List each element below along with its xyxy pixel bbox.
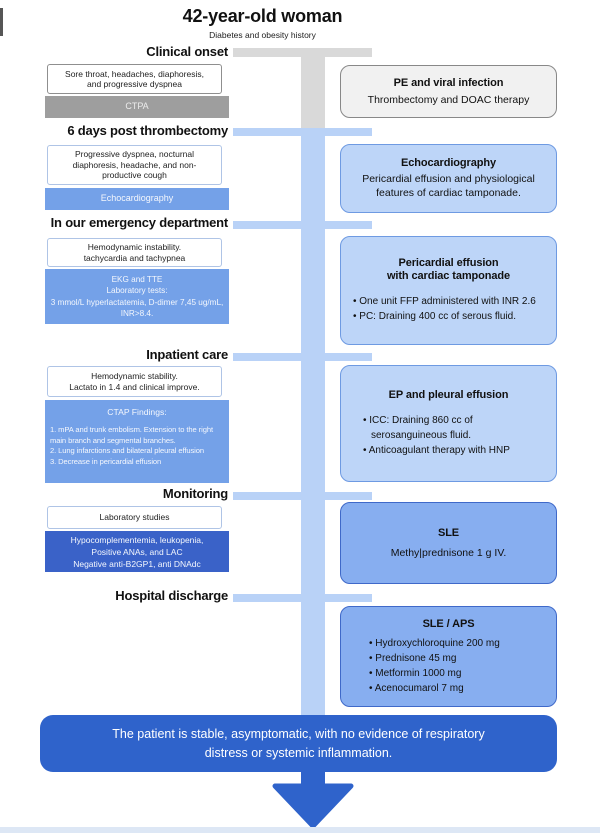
medication-bullet: • Hydroxychloroquine 200 mg <box>369 637 500 649</box>
diagnosis-title: SLE <box>437 526 460 539</box>
lab-result-line: Hypocomplementemia, leukopenia, <box>70 534 204 545</box>
diagnosis-box-cardiac-tamponade <box>340 236 557 345</box>
symptom-line: Hemodynamic instability. <box>87 242 182 252</box>
diagnosis-title: PE and viral infection <box>393 76 504 89</box>
procedure-line: Laboratory tests: <box>106 286 168 295</box>
medication-bullet: • Prednisone 45 mg <box>369 652 457 664</box>
diagnosis-bullet: • ICC: Draining 860 cc of serosanguineous fluid. <box>363 415 473 441</box>
procedure-line: Echocardiography <box>100 193 174 204</box>
diagnosis-title-line: with cardiac tamponade <box>386 270 511 282</box>
diagnosis-body: Methy|prednisone 1 g IV. <box>390 546 507 559</box>
diagnosis-box-echocardiography <box>340 144 557 213</box>
timeline-tick-hospital-discharge <box>233 594 372 602</box>
stage-label-post-thrombectomy: 6 days post thrombectomy <box>67 123 228 138</box>
stage-label-emergency-department: In our emergency department <box>50 215 228 230</box>
down-arrow-icon <box>268 769 358 829</box>
diagnosis-title: EP and pleural effusion <box>388 389 509 401</box>
ctap-heading: CTAP Findings: <box>107 407 167 417</box>
timeline-spine-blue-segment <box>301 131 325 716</box>
timeline-spine-gray-segment <box>301 48 325 131</box>
patient-history-subtitle: Diabetes and obesity history <box>209 30 316 40</box>
diagnosis-title-line: Pericardial effusion <box>398 257 499 269</box>
diagnosis-bullet: • PC: Draining 400 cc of serous fluid. <box>353 311 517 322</box>
ctap-finding-line: 2. Lung infarctions and bilateral pleural effusion <box>50 446 205 456</box>
diagnosis-box-ep-pleural-effusion <box>340 365 557 482</box>
symptom-line: diaphoresis, headache, and non- <box>72 159 197 170</box>
timeline-tick-inpatient-care <box>233 353 372 361</box>
procedure-line: 3 mmol/L hyperlactatemia, D-dimer 7,45 ug/mL, <box>50 297 224 307</box>
diagnosis-body: Thrombectomy and DOAC therapy <box>367 93 530 106</box>
diagnosis-title: Echocardiography <box>401 157 496 169</box>
procedure-line: CTPA <box>125 101 149 112</box>
ctap-finding-line: 1. mPA and trunk embolism. Extension to the right <box>50 425 213 434</box>
diagnosis-title: SLE / APS <box>422 617 475 630</box>
findings-box-ctap <box>45 400 229 483</box>
stage-label-inpatient-care: Inpatient care <box>146 347 228 362</box>
timeline-tick-emergency-department <box>233 221 372 229</box>
symptom-line: Lactato in 1.4 and clinical improve. <box>69 381 200 392</box>
symptom-line: Sore throat, headaches, diaphoresis, <box>65 68 204 79</box>
diagnosis-box-sle <box>340 502 557 584</box>
lab-results-box <box>45 531 229 572</box>
procedure-line: INR>8.4. <box>120 309 154 318</box>
symptom-line: tachycardia and tachypnea <box>83 252 186 263</box>
procedure-line: EKG and TTE <box>111 274 163 284</box>
outcome-line: The patient is stable, asymptomatic, with no evidence of respiratory <box>112 726 485 741</box>
symptom-box-monitoring <box>47 506 222 529</box>
lab-result-line: Positive ANAs, and LAC <box>91 546 183 557</box>
ctap-finding-line: main branch and segmental branches. <box>50 435 176 445</box>
outcome-summary-box <box>40 715 557 772</box>
diagnosis-box-pe-viral-infection <box>340 65 557 118</box>
stage-label-monitoring: Monitoring <box>162 486 228 501</box>
ctap-finding-line: 3. Decrease in pericardial effusion <box>50 456 162 466</box>
stage-label-hospital-discharge: Hospital discharge <box>115 588 228 603</box>
outcome-line: distress or systemic inflammation. <box>204 745 393 760</box>
symptom-line: productive cough <box>102 170 167 181</box>
symptom-line: Progressive dyspnea, nocturnal <box>74 149 195 160</box>
diagnosis-box-sle-aps <box>340 606 557 707</box>
diagnosis-bullet: • One unit FFP administered with INR 2.6 <box>353 296 536 307</box>
symptom-box-emergency <box>47 238 222 267</box>
symptom-line: Hemodynamic stability. <box>91 371 178 381</box>
diagnosis-body-line: features of cardiac tamponade. <box>376 187 521 199</box>
medication-bullet: • Acenocumarol 7 mg <box>369 682 464 694</box>
symptom-box-inpatient <box>47 366 222 397</box>
symptom-box-post-thrombectomy <box>47 145 222 185</box>
procedure-box-echocardiography <box>45 188 229 210</box>
timeline-tick-clinical-onset <box>233 48 372 57</box>
medication-bullet: • Metformin 1000 mg <box>369 667 462 679</box>
symptom-line: Laboratory studies <box>99 512 170 523</box>
timeline-tick-monitoring <box>233 492 372 500</box>
patient-title: 42-year-old woman <box>182 6 343 26</box>
timeline-tick-post-thrombectomy <box>233 128 372 136</box>
procedure-box-ctpa <box>45 96 229 118</box>
symptom-box-clinical-onset <box>47 64 222 94</box>
procedure-box-ekg-labs <box>45 269 229 324</box>
stage-label-clinical-onset: Clinical onset <box>146 44 228 59</box>
diagnosis-bullet: • Anticoagulant therapy with HNP <box>363 445 510 456</box>
next-section-edge <box>0 827 600 833</box>
symptom-line: and progressive dyspnea <box>87 79 182 89</box>
diagnosis-body-line: Pericardial effusion and physiological <box>362 173 535 185</box>
lab-result-line: Negative anti-B2GP1, anti DNAdc <box>73 558 201 569</box>
